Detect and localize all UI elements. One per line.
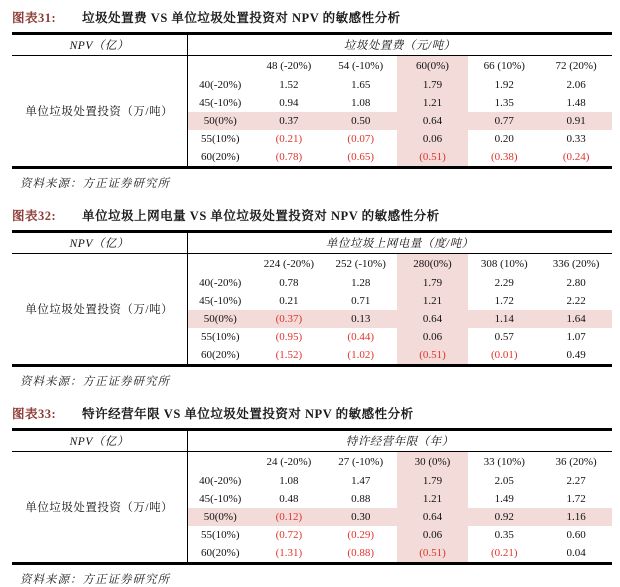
value-cell: 0.04: [566, 547, 586, 559]
column-header-cell: 36 (20%): [555, 456, 597, 468]
value-cell: 1.79: [397, 472, 469, 490]
column-header-cell: 336 (20%): [552, 258, 600, 270]
value-cell: 2.27: [566, 475, 586, 487]
value-cell: (0.12): [253, 508, 325, 526]
value-cell: (1.31): [275, 547, 303, 559]
figure-label: 图表32:: [12, 209, 57, 223]
row-header-cell: 60(20%): [201, 349, 240, 361]
table-header-row: [12, 232, 612, 254]
row-header-cell: 50(0%): [187, 508, 253, 526]
column-header-cell: 224 (-20%): [263, 258, 315, 270]
npv-axis-header: NPV（亿）: [12, 430, 187, 452]
value-cell: 1.79: [397, 274, 469, 292]
row-header-cell: 45(-10%): [199, 493, 242, 505]
row-header-cell: 60(20%): [201, 151, 240, 163]
row-header-cell: 40(-20%): [199, 475, 242, 487]
value-cell: 1.21: [397, 292, 469, 310]
value-cell: (0.01): [491, 349, 518, 361]
value-cell: 2.06: [566, 79, 586, 91]
sensitivity-table: [12, 428, 612, 565]
row-header-cell: 40(-20%): [199, 277, 242, 289]
value-cell: (1.52): [275, 349, 303, 361]
figure-title-text: 单位垃圾上网电量 VS 单位垃圾处置投资对 NPV 的敏感性分析: [82, 209, 440, 223]
column-headers-row: [12, 452, 612, 473]
value-cell: 1.21: [397, 490, 469, 508]
value-cell: (0.38): [491, 151, 518, 163]
value-cell: 1.08: [351, 97, 371, 109]
value-cell: (0.65): [347, 151, 374, 163]
spacer-cell: [187, 56, 253, 77]
value-cell: 1.14: [468, 310, 540, 328]
row-group-header: 单位垃圾处置投资（万/吨）: [12, 56, 187, 168]
figure-title-text: 垃圾处置费 VS 单位垃圾处置投资对 NPV 的敏感性分析: [82, 11, 401, 25]
value-cell: 1.49: [494, 493, 514, 505]
column-header-cell: 33 (10%): [483, 456, 525, 468]
value-cell: (0.21): [275, 133, 303, 145]
spacer-cell: [187, 254, 253, 275]
value-cell: 0.49: [566, 349, 586, 361]
value-cell: 0.64: [397, 508, 469, 526]
value-cell: 1.52: [279, 79, 299, 91]
value-cell: 0.06: [397, 130, 469, 148]
figure-title: [12, 206, 612, 224]
row-header-cell: 55(10%): [201, 529, 240, 541]
value-cell: 1.48: [566, 97, 586, 109]
value-cell: 0.71: [351, 295, 371, 307]
value-cell: 1.35: [494, 97, 514, 109]
value-cell: (0.37): [253, 310, 325, 328]
row-header-cell: 60(20%): [201, 547, 240, 559]
value-cell: 1.08: [279, 475, 299, 487]
column-header-cell: 48 (-20%): [266, 60, 312, 72]
value-cell: (0.95): [275, 331, 303, 343]
value-cell: 1.21: [397, 94, 469, 112]
row-header-cell: 55(10%): [201, 133, 240, 145]
value-cell: 0.88: [351, 493, 371, 505]
table-header-row: [12, 34, 612, 56]
value-cell: (0.51): [397, 148, 469, 168]
source-line: 资料来源：方正证券研究所: [20, 376, 170, 388]
value-cell: 0.50: [325, 112, 397, 130]
column-header-cell: 27 (-10%): [338, 456, 384, 468]
value-cell: (0.51): [397, 346, 469, 366]
table-header-row: [12, 430, 612, 452]
value-cell: 0.20: [494, 133, 514, 145]
figure-title-text: 特许经营年限 VS 单位垃圾处置投资对 NPV 的敏感性分析: [82, 407, 414, 421]
figure-label: 图表33:: [12, 407, 57, 421]
value-cell: (0.07): [347, 133, 374, 145]
value-cell: 1.65: [351, 79, 371, 91]
value-cell: (0.88): [347, 547, 374, 559]
value-cell: 1.28: [351, 277, 371, 289]
value-cell: 1.72: [566, 493, 586, 505]
npv-axis-header: NPV（亿）: [12, 232, 187, 254]
value-cell: (0.51): [397, 544, 469, 564]
row-group-header: 单位垃圾处置投资（万/吨）: [12, 254, 187, 366]
source-line: 资料来源：方正证券研究所: [20, 178, 170, 190]
column-header-cell: 252 (-10%): [335, 258, 386, 270]
value-cell: 1.16: [540, 508, 612, 526]
value-cell: 0.91: [540, 112, 612, 130]
value-cell: 1.92: [494, 79, 514, 91]
value-cell: 2.80: [566, 277, 586, 289]
value-cell: 1.79: [397, 76, 469, 94]
value-cell: (0.78): [275, 151, 303, 163]
value-cell: 0.57: [494, 331, 514, 343]
value-cell: 0.48: [279, 493, 299, 505]
value-cell: 0.64: [397, 112, 469, 130]
column-headers-row: [12, 56, 612, 77]
value-cell: (0.24): [562, 151, 590, 163]
value-cell: 0.77: [468, 112, 540, 130]
source-line: 资料来源：方正证券研究所: [20, 574, 170, 586]
row-header-cell: 50(0%): [187, 112, 253, 130]
figure-block: [12, 206, 612, 389]
value-cell: 0.21: [279, 295, 299, 307]
figure-title: [12, 8, 612, 26]
value-cell: 0.92: [468, 508, 540, 526]
row-header-cell: 50(0%): [187, 310, 253, 328]
sensitivity-table: [12, 32, 612, 169]
value-cell: (0.21): [491, 547, 518, 559]
column-header-cell: 308 (10%): [480, 258, 528, 270]
column-header-cell: 66 (10%): [483, 60, 525, 72]
sensitivity-table: [12, 230, 612, 367]
value-cell: 2.22: [566, 295, 586, 307]
column-header-cell: 280(0%): [397, 254, 469, 275]
value-cell: (0.44): [347, 331, 374, 343]
value-cell: 0.33: [566, 133, 586, 145]
column-group-header: 特许经营年限（年）: [187, 430, 612, 452]
value-cell: 0.94: [279, 97, 299, 109]
value-cell: 0.78: [279, 277, 299, 289]
column-headers-row: [12, 254, 612, 275]
figure-block: [12, 404, 612, 587]
value-cell: 2.05: [494, 475, 514, 487]
row-header-cell: 45(-10%): [199, 295, 242, 307]
figure-label: 图表31:: [12, 11, 57, 25]
value-cell: 0.13: [325, 310, 397, 328]
value-cell: (1.02): [347, 349, 374, 361]
spacer-cell: [187, 452, 253, 473]
column-group-header: 垃圾处置费（元/吨）: [187, 34, 612, 56]
column-header-cell: 72 (20%): [555, 60, 597, 72]
column-header-cell: 24 (-20%): [266, 456, 312, 468]
value-cell: 0.60: [566, 529, 586, 541]
value-cell: 1.64: [540, 310, 612, 328]
value-cell: 1.07: [566, 331, 586, 343]
row-header-cell: 45(-10%): [199, 97, 242, 109]
row-header-cell: 55(10%): [201, 331, 240, 343]
column-header-cell: 54 (-10%): [338, 60, 384, 72]
npv-axis-header: NPV（亿）: [12, 34, 187, 56]
value-cell: 0.06: [397, 526, 469, 544]
value-cell: 2.29: [494, 277, 514, 289]
value-cell: (0.29): [347, 529, 374, 541]
value-cell: 1.72: [494, 295, 514, 307]
column-group-header: 单位垃圾上网电量（度/吨）: [187, 232, 612, 254]
row-header-cell: 40(-20%): [199, 79, 242, 91]
figure-title: [12, 404, 612, 422]
value-cell: 0.64: [397, 310, 469, 328]
value-cell: 0.35: [494, 529, 514, 541]
value-cell: 1.47: [351, 475, 371, 487]
column-header-cell: 60(0%): [397, 56, 469, 77]
value-cell: 0.06: [397, 328, 469, 346]
value-cell: 0.37: [253, 112, 325, 130]
column-header-cell: 30 (0%): [397, 452, 469, 473]
row-group-header: 单位垃圾处置投资（万/吨）: [12, 452, 187, 564]
figure-block: [12, 8, 612, 191]
value-cell: (0.72): [275, 529, 303, 541]
value-cell: 0.30: [325, 508, 397, 526]
